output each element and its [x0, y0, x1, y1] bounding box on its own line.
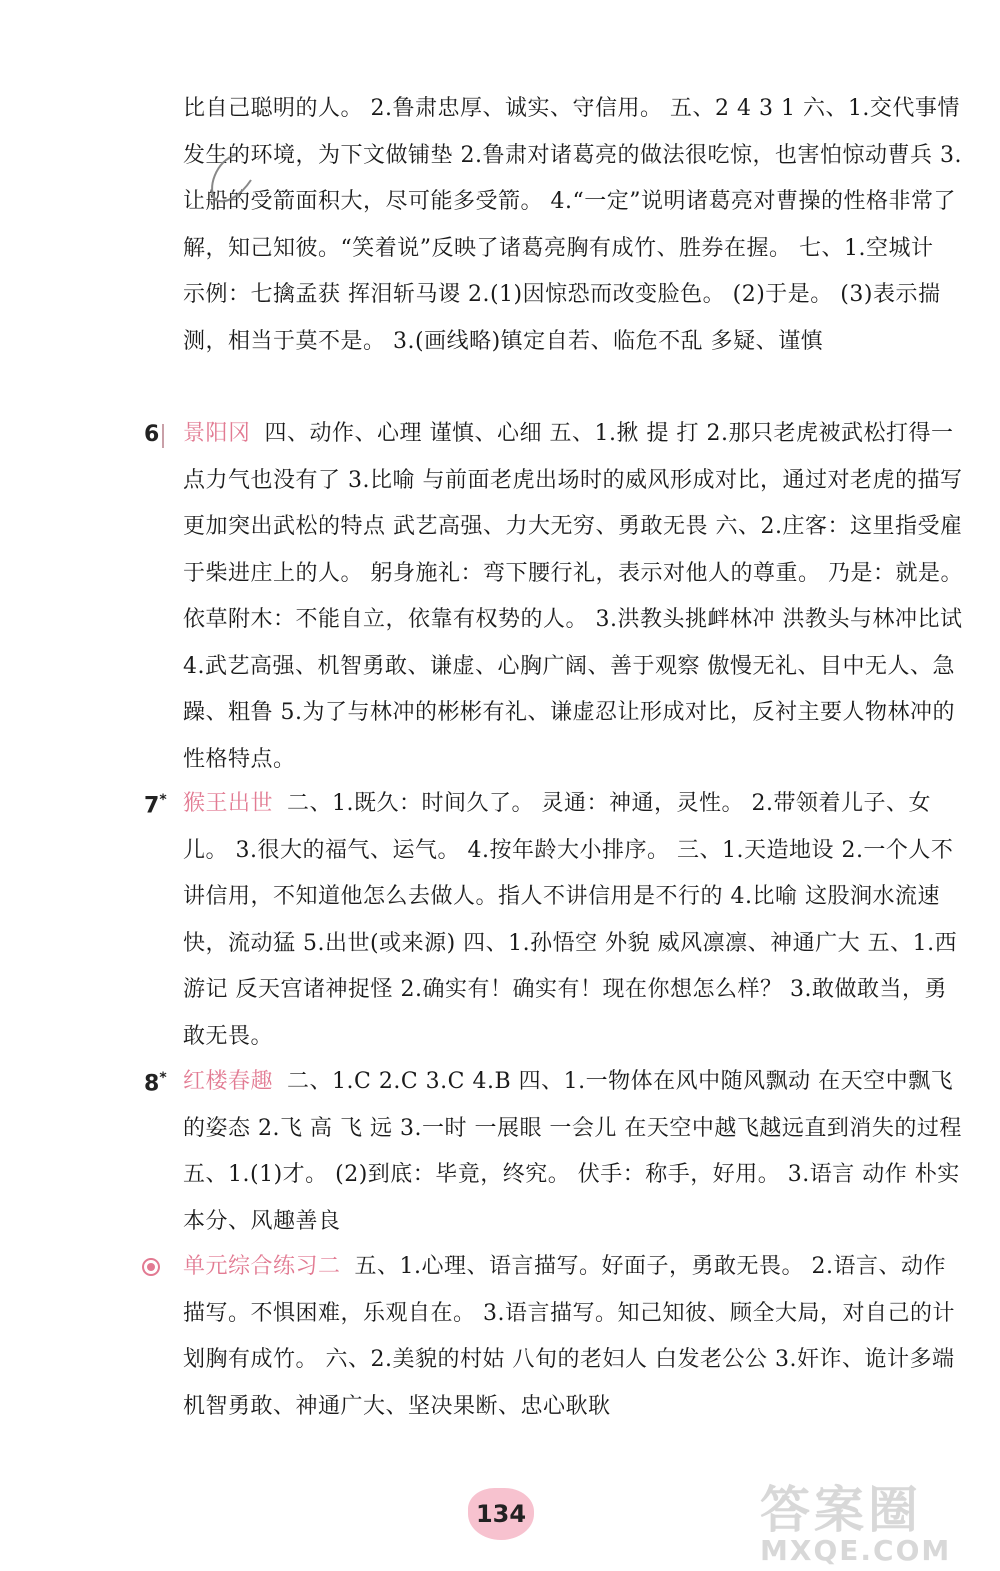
lesson-7-star: * [159, 792, 167, 808]
lesson-number-8 [144, 1070, 167, 1096]
page-number: 134 [468, 1488, 534, 1540]
lesson-6-text: 四、动作、心理 谨慎、心细 五、1.揪 提 打 2.那只老虎被武松打得一点力气也没有了 3.比喻 与前面老虎出场时的威风形成对比，通过对老虎的描写更加突出武松的特点 武艺高强、力大无穷、勇敢无畏 六、2.庄客：这里指受雇于柴进庄上的人。 躬身施礼：弯下腰行礼，表示对他人的尊重。 乃是：就是。 依草附木：不能自立，依靠有权势的人。 3.洪教头挑衅林冲 洪教头与林冲比试 4.武艺高强、机智勇敢、谦虚、心胸广阔、善于观察 傲慢无礼、目中无人、急躁、粗鲁 5.为了与林冲的彬彬有礼、谦虚忍让形成对比，反衬主要人物林冲的性格特点。 [183, 421, 963, 772]
intro-answers [183, 86, 963, 365]
watermark-cn: 答案圈 [760, 1481, 922, 1539]
lesson-8-title: 红楼春趣 [183, 1069, 274, 1094]
lesson-7-title: 猴王出世 [183, 791, 274, 816]
pen-scribble-mark [196, 150, 256, 210]
lesson-8-star: * [159, 1070, 167, 1086]
unit-circle-icon [142, 1258, 160, 1276]
unit-review-answers [183, 1244, 963, 1430]
watermark-logo [760, 1470, 970, 1567]
intro-text: 比自己聪明的人。 2.鲁肃忠厚、诚实、守信用。 五、2 4 3 1 六、1.交代事情发生的环境，为下文做铺垫 2.鲁肃对诸葛亮的做法很吃惊，也害怕惊动曹兵 3.让船的受箭面积大，尽可能多受箭。 4.“一定”说明诸葛亮对曹操的性格非常了解，知己知彼。“笑着说”反映了诸葛亮胸有成竹、胜券在握。 七、1.空城计 示例：七擒孟获 挥泪斩马谡 2.(1)因惊恐而改变脸色。 (2)于是。 (3)表示揣测，相当于莫不是。 3.(画线略)镇定自若、临危不乱 多疑、谨慎 [183, 96, 962, 354]
lesson-8-text: 二、1.C 2.C 3.C 4.B 四、1.一物体在风中随风飘动 在天空中飘飞的姿态 2.飞 高 飞 远 3.一时 一展眼 一会儿 在天空中越飞越远直到消失的过程 五、1.(1)才。 (2)到底：毕竟，终究。 伏手：称手，好用。 3.语言 动作 朴实本分、风趣善良 [183, 1069, 962, 1234]
lesson-number-6 [144, 422, 159, 447]
lesson-number-7 [144, 792, 167, 818]
bracket-mark [158, 424, 164, 448]
lesson-6-num: 6 [144, 422, 160, 447]
lesson-7-text: 二、1.既久：时间久了。 灵通：神通，灵性。 2.带领着儿子、女儿。 3.很大的福气、运气。 4.按年龄大小排序。 三、1.天造地设 2.一个人不讲信用，不知道他怎么去做人。指人不讲信用是不行的 4.比喻 这股涧水流速快，流动猛 5.出世(或来源) 四、1.孙悟空 外貌 威风凛凛、神通广大 五、1.西游记 反天宫诸神捉怪 2.确实有！确实有！现在你想怎么样？ 3.敢做敢当，勇敢无畏。 [183, 791, 958, 1049]
lesson-7-num: 7 [144, 793, 160, 819]
lesson-7-answers [183, 781, 963, 1060]
lesson-8-num: 8 [144, 1071, 160, 1097]
watermark-en: MXQE.COM [760, 1534, 952, 1567]
unit-review-title: 单元综合练习二 [183, 1254, 341, 1279]
lesson-6-title: 景阳冈 [183, 421, 251, 446]
lesson-8-answers [183, 1059, 963, 1245]
unit-review-text: 五、1.心理、语言描写。好面子，勇敢无畏。 2.语言、动作描写。不惧困难，乐观自在。 3.语言描写。知己知彼、顾全大局，对自己的计划胸有成竹。 六、2.美貌的村姑 八旬的老妇人 白发老公公 3.奸诈、诡计多端 机智勇敢、神通广大、坚决果断、忠心耿耿 [183, 1254, 955, 1419]
lesson-6-answers [183, 411, 963, 783]
